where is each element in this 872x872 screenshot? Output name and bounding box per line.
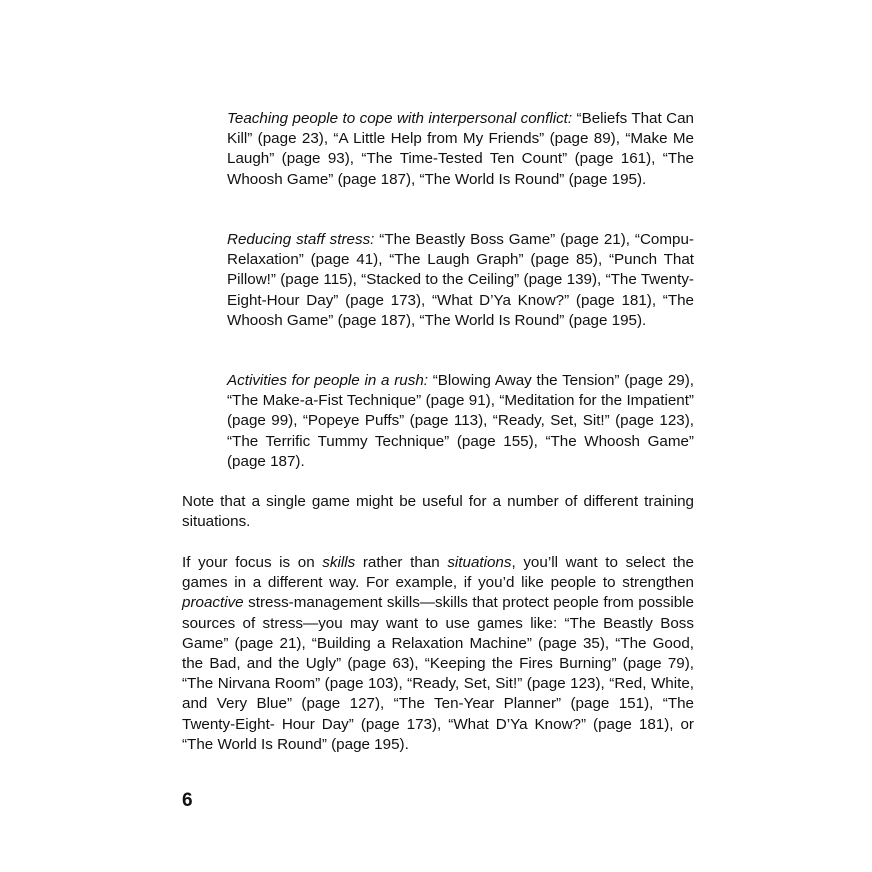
paragraph-reducing-staff-stress xyxy=(227,230,694,331)
emphasis-situations: situations xyxy=(447,554,512,571)
paragraph-note xyxy=(182,492,694,532)
emphasis-skills: skills xyxy=(322,554,356,571)
text-run: stress-management skills—skills that protect people from possible sources of stress—you may want to use games like: “The Beastly Boss Game” (page 21), “Building a Relaxation Machine” (page 35), “The Good, the Bad, and the Ugly” (page 63), “Keeping the Fires Burning” (page 79), “The Nirvana Room” (page 103), “Ready, Set, Sit!” (page 123), “Red, White, and Very Blue” (page 127), “The Ten-Year Planner” (page 151), “The Twenty-Eight- Hour Day” (page 173), “What D’Ya Know?” (page 181), or “The World Is Round” (page 195). xyxy=(182,594,694,753)
paragraph-body: “Beliefs That Can Kill” (page 23), “A Little Help from My Friends” (page 89), “Make Me Laugh” (page 93), “The Time-Tested Ten Count” (page 161), “The Whoosh Game” (page 187), “The World Is Round” (page 195). xyxy=(227,110,695,188)
paragraph-body: Note that a single game might be useful for a number of different training situations. xyxy=(182,493,694,531)
text-run: rather than xyxy=(355,554,448,571)
paragraph-label: Reducing staff stress: xyxy=(227,231,375,248)
paragraph-interpersonal-conflict xyxy=(227,109,694,190)
paragraph-label: Activities for people in a rush: xyxy=(227,372,428,389)
page-number: 6 xyxy=(182,790,193,811)
emphasis-proactive: proactive xyxy=(182,594,244,612)
text-run: , you’ll want to select the games in a different way. For example, if you’d like people to strengthen xyxy=(182,554,694,592)
paragraph-people-in-a-rush xyxy=(227,371,694,472)
paragraph-label: Teaching people to cope with interpersonal conflict: xyxy=(227,110,573,127)
paragraph-skills-focus xyxy=(182,553,694,755)
paragraph-body: “The Beastly Boss Game” (page 21), “Compu-Relaxation” (page 41), “The Laugh Graph” (page 85), “Punch That Pillow!” (page 115), “Stacked to the Ceiling” (page 139), “The Twenty-Eight-Hour Day” (page 173), “What D’Ya Know?” (page 181), “The Whoosh Game” (page 187), “The World Is Round” (page 195). xyxy=(227,231,694,329)
paragraph-body: “Blowing Away the Tension” (page 29), “The Make-a-Fist Technique” (page 91), “Meditation for the Impatient” (page 99), “Popeye Puffs” (page 113), “Ready, Set, Sit!” (page 123), “The Terrific Tummy Technique” (page 155), “The Whoosh Game” (page 187). xyxy=(227,372,694,470)
text-run: If your focus is on xyxy=(182,554,323,571)
